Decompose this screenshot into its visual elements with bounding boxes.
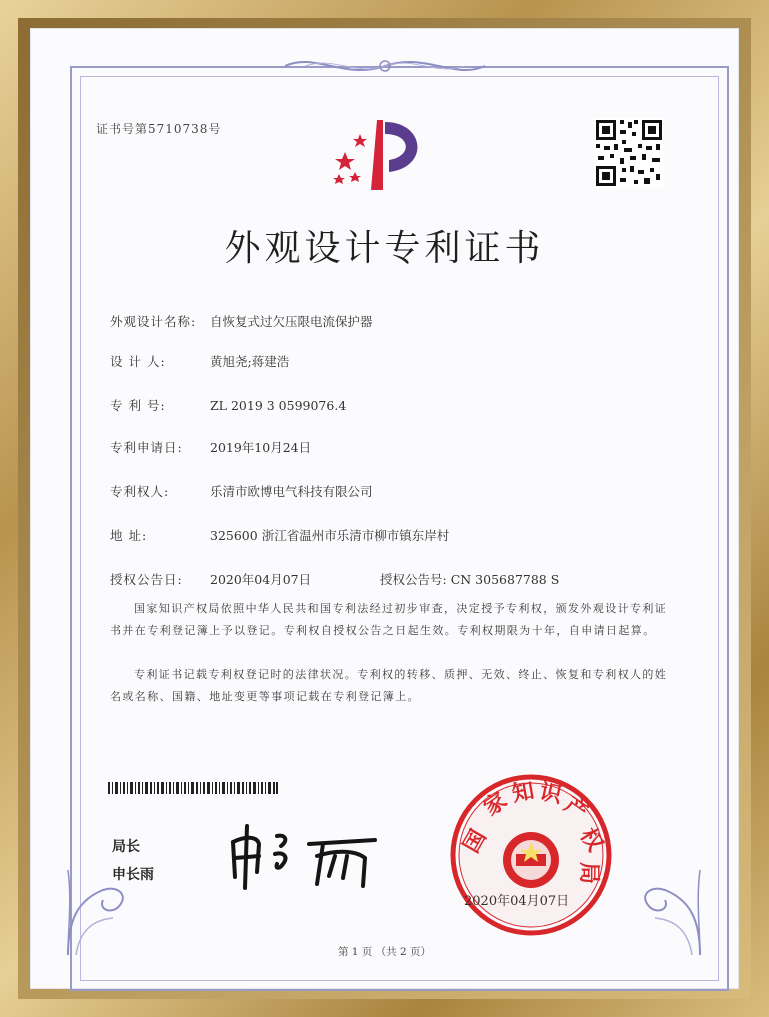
- page-indicator: 第 1 页 （共 2 页）: [337, 946, 432, 958]
- grant-date-label: 授权公告日:: [110, 572, 183, 587]
- svg-text:局: 局: [576, 862, 601, 885]
- designer-row: [110, 352, 289, 370]
- design-name-row: [110, 312, 373, 330]
- legal-paragraph-2: 专利证书记载专利权登记时的法律状况。专利权的转移、质押、无效、终止、恢复和专利权人的姓名或名称、国籍、地址变更等事项记载在专利登记簿上。: [110, 668, 668, 703]
- certificate-title: 外观设计专利证书: [224, 228, 545, 269]
- patentee-row: [110, 482, 373, 500]
- design-name-value: 自恢复式过欠压限电流保护器: [210, 314, 373, 329]
- designer-value: 黄旭尧;蒋建浩: [210, 354, 290, 369]
- barcode-icon: [108, 782, 278, 794]
- qr-code-icon: [594, 118, 664, 188]
- grant-date-value: 2020年04月07日: [210, 572, 312, 587]
- certificate-number: 证书号第5710738号: [96, 122, 222, 136]
- patentee-label: 专利权人:: [110, 484, 170, 499]
- svg-text:国: 国: [459, 825, 492, 858]
- grant-number-label: 授权公告号:: [380, 572, 447, 587]
- filing-date-label: 专利申请日:: [110, 440, 183, 455]
- filing-date-row: [110, 438, 311, 456]
- svg-text:权: 权: [574, 824, 608, 856]
- designer-label: 设 计 人:: [110, 354, 166, 369]
- patent-number-row: [110, 396, 346, 414]
- patentee-value: 乐清市欧博电气科技有限公司: [210, 484, 373, 499]
- svg-text:家: 家: [479, 788, 512, 822]
- director-name: 申长雨: [112, 867, 154, 883]
- svg-text:知: 知: [510, 778, 537, 808]
- top-ornament-icon: [275, 52, 495, 80]
- filing-date-value: 2019年10月24日: [210, 440, 312, 455]
- official-seal-icon: [448, 772, 614, 938]
- patent-number-label: 专 利 号:: [110, 398, 166, 413]
- grant-date-row: [110, 570, 311, 588]
- patent-number-value: ZL 2019 3 0599076.4: [210, 398, 347, 413]
- design-name-label: 外观设计名称:: [110, 314, 197, 329]
- patent-office-logo-icon: [325, 112, 435, 192]
- svg-text:产: 产: [559, 792, 592, 826]
- address-label: 地 址:: [110, 528, 148, 543]
- grant-number-row: [380, 570, 559, 588]
- director-title: 局长: [112, 839, 140, 855]
- signature-icon: [225, 822, 385, 892]
- address-value: 325600 浙江省温州市乐清市柳市镇东岸村: [210, 528, 450, 543]
- seal-date: 2020年04月07日: [464, 894, 570, 909]
- address-row: [110, 526, 449, 544]
- svg-text:识: 识: [537, 779, 564, 809]
- grant-number-value: CN 305687788 S: [450, 572, 560, 587]
- legal-paragraph-1: 国家知识产权局依照中华人民共和国专利法经过初步审查，决定授予专利权，颁发外观设计专利证书并在专利登记簿上予以登记。专利权自授权公告之日起生效。专利权期限为十年，自申请日起算。: [110, 602, 668, 637]
